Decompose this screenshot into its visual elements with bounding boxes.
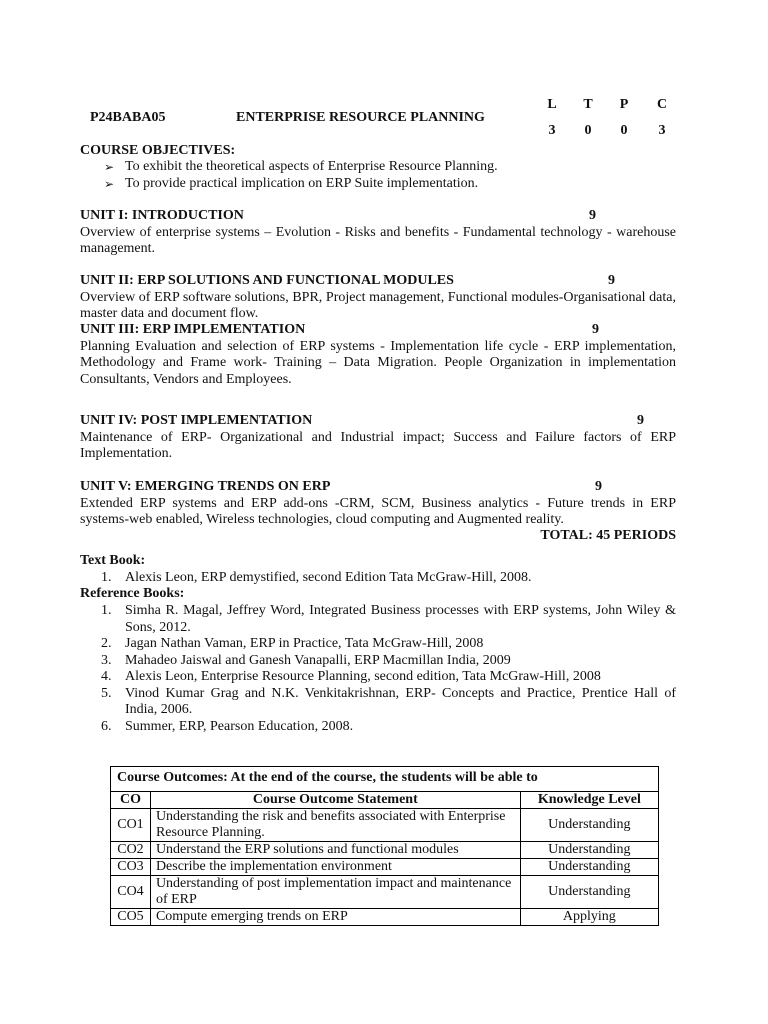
co-statement: Understanding the risk and benefits associated with Enterprise Resource Planning. bbox=[150, 809, 520, 842]
objectives-heading: COURSE OBJECTIVES: bbox=[80, 143, 236, 158]
table-row bbox=[111, 809, 659, 842]
co-statement: Compute emerging trends on ERP bbox=[150, 909, 520, 926]
table-row bbox=[111, 876, 659, 909]
arrow-bullet-icon: ➢ bbox=[104, 176, 115, 191]
objective-text: To provide practical implication on ERP Suite implementation. bbox=[125, 175, 479, 191]
unit-4-title: UNIT IV: POST IMPLEMENTATION bbox=[80, 413, 313, 428]
unit-5-hours: 9 bbox=[595, 479, 602, 494]
text-book-heading: Text Book: bbox=[80, 553, 146, 568]
unit-3 bbox=[80, 322, 676, 388]
course-title: ENTERPRISE RESOURCE PLANNING bbox=[236, 110, 485, 125]
unit-5-body: Extended ERP systems and ERP add-ons -CRM, SCM, Business analytics - Future trends in ERP systems-web enabled, Wireless technologies, cloud computing and Augmented reality. bbox=[80, 495, 676, 527]
objective-item bbox=[104, 159, 498, 176]
text-book-list bbox=[80, 570, 676, 587]
table-caption-row bbox=[111, 767, 659, 792]
unit-3-hours: 9 bbox=[592, 322, 599, 337]
ltpc-label-c: C bbox=[656, 97, 668, 112]
unit-1-title: UNIT I: INTRODUCTION bbox=[80, 208, 244, 223]
outcomes-caption: Course Outcomes: At the end of the course, the students will be able to bbox=[111, 767, 659, 792]
ltpc-label-p: P bbox=[619, 97, 629, 112]
ltpc-value-c: 3 bbox=[658, 123, 666, 138]
unit-2-title: UNIT II: ERP SOLUTIONS AND FUNCTIONAL MODULES bbox=[80, 273, 454, 288]
column-header-level: Knowledge Level bbox=[520, 792, 658, 809]
unit-3-title: UNIT III: ERP IMPLEMENTATION bbox=[80, 322, 306, 337]
course-outcomes-table bbox=[110, 766, 659, 926]
ltpc-labels bbox=[534, 97, 682, 113]
list-item: 1. Alexis Leon, ERP demystified, second Edition Tata McGraw-Hill, 2008. bbox=[101, 570, 532, 585]
co-statement: Describe the implementation environment bbox=[150, 859, 520, 876]
co-id: CO5 bbox=[111, 909, 151, 926]
ltpc-value-l: 3 bbox=[548, 123, 556, 138]
co-id: CO2 bbox=[111, 842, 151, 859]
list-item: 4. Alexis Leon, Enterprise Resource Planning, second edition, Tata McGraw-Hill, 2008 bbox=[101, 669, 601, 684]
ltpc-value-p: 0 bbox=[620, 123, 628, 138]
objectives-list bbox=[104, 159, 498, 192]
unit-4-hours: 9 bbox=[637, 413, 644, 428]
list-item: 3. Mahadeo Jaiswal and Ganesh Vanapalli, ERP Macmillan India, 2009 bbox=[101, 652, 511, 668]
ltpc-label-l: L bbox=[547, 97, 557, 112]
ltpc-values bbox=[534, 123, 682, 139]
list-item: 2. Jagan Nathan Vaman, ERP in Practice, Tata McGraw-Hill, 2008 bbox=[101, 636, 484, 651]
unit-1 bbox=[80, 208, 676, 258]
co-level: Understanding bbox=[520, 859, 658, 876]
co-statement: Understanding of post implementation impact and maintenance of ERP bbox=[150, 876, 520, 909]
unit-1-body: Overview of enterprise systems – Evolution - Risks and benefits - Fundamental technology - warehouse management. bbox=[80, 224, 676, 256]
ltpc-value-t: 0 bbox=[584, 123, 592, 138]
reference-books-heading: Reference Books: bbox=[80, 586, 185, 601]
list-item: 6. Summer, ERP, Pearson Education, 2008. bbox=[101, 718, 354, 734]
column-header-co: CO bbox=[111, 792, 151, 809]
co-level: Understanding bbox=[520, 809, 658, 842]
unit-5-title: UNIT V: EMERGING TRENDS ON ERP bbox=[80, 479, 331, 494]
co-level: Understanding bbox=[520, 876, 658, 909]
list-item: 5. Vinod Kumar Grag and N.K. Venkitakrishnan, ERP- Concepts and Practice, Prentice Hall of India, 2006. bbox=[101, 685, 676, 717]
co-id: CO3 bbox=[111, 859, 151, 876]
unit-2-hours: 9 bbox=[608, 273, 615, 288]
unit-3-body: Planning Evaluation and selection of ERP systems - Implementation life cycle - ERP implementation, Methodology and Frame work- Training – Data Migration. People Organization in implementation Consultants, Vendors and Employees. bbox=[80, 338, 676, 387]
table-row bbox=[111, 909, 659, 926]
co-level: Understanding bbox=[520, 842, 658, 859]
unit-2 bbox=[80, 273, 676, 323]
co-statement: Understand the ERP solutions and functional modules bbox=[150, 842, 520, 859]
co-id: CO1 bbox=[111, 809, 151, 842]
reference-books-list bbox=[80, 603, 676, 735]
unit-5 bbox=[80, 479, 676, 529]
total-periods: TOTAL: 45 PERIODS bbox=[540, 528, 676, 543]
arrow-bullet-icon: ➢ bbox=[104, 160, 115, 174]
objective-text: To exhibit the theoretical aspects of Enterprise Resource Planning. bbox=[125, 159, 498, 174]
column-header-statement: Course Outcome Statement bbox=[150, 792, 520, 809]
unit-2-body: Overview of ERP software solutions, BPR, Project management, Functional modules-Organisational data, master data and document flow. bbox=[80, 289, 676, 321]
course-code: P24BABA05 bbox=[90, 110, 166, 125]
unit-4-body: Maintenance of ERP- Organizational and Industrial impact; Success and Failure factors of ERP Implementation. bbox=[80, 429, 676, 461]
co-id: CO4 bbox=[111, 876, 151, 909]
objective-item bbox=[104, 176, 498, 193]
list-item: 1. Simha R. Magal, Jeffrey Word, Integrated Business processes with ERP systems, John Wiley & Sons, 2012. bbox=[101, 603, 676, 635]
co-level: Applying bbox=[520, 909, 658, 926]
unit-1-hours: 9 bbox=[589, 208, 596, 223]
table-row bbox=[111, 859, 659, 876]
unit-4 bbox=[80, 413, 676, 463]
ltpc-label-t: T bbox=[583, 97, 593, 112]
table-row bbox=[111, 842, 659, 859]
table-header-row bbox=[111, 792, 659, 809]
